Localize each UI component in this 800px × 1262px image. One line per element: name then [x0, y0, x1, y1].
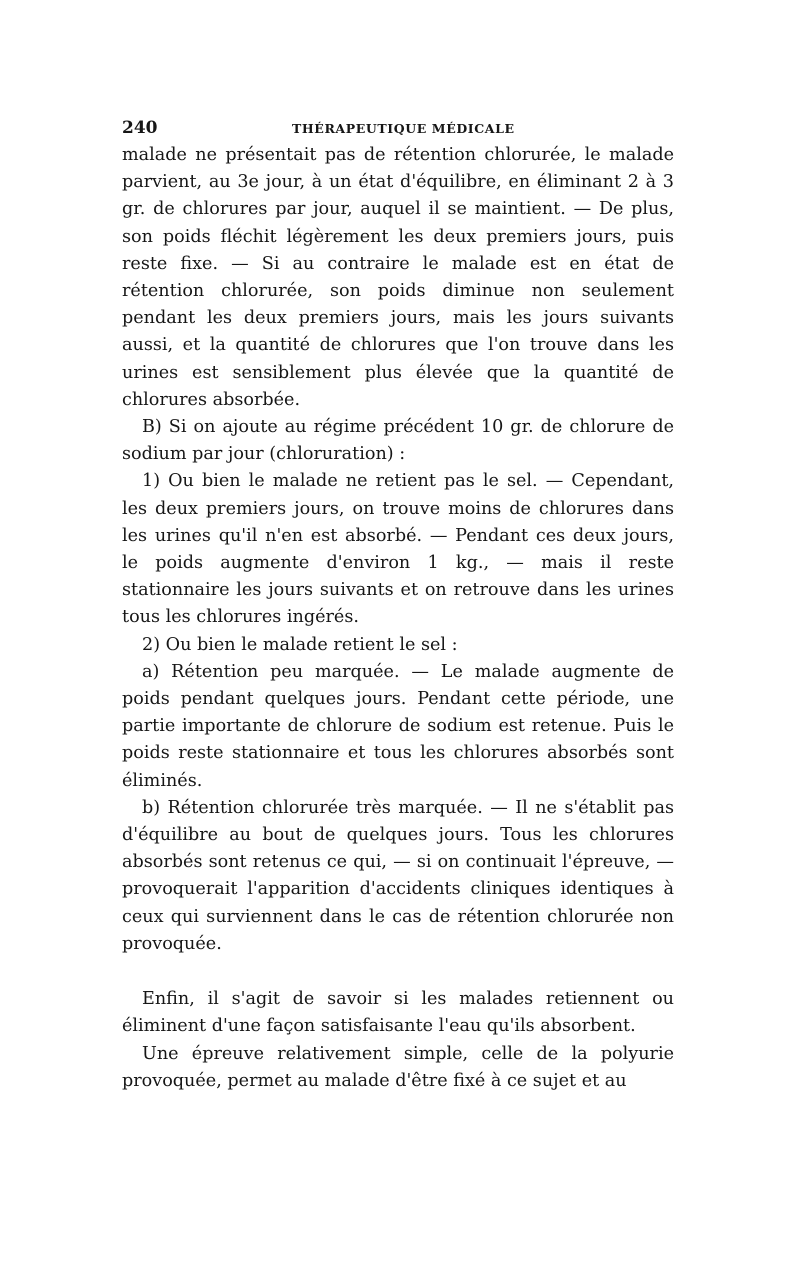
paragraph-3: 1) Ou bien le malade ne retient pas le sel. — Cependant, les deux premiers jours, on trouve moins de chlorures dans les urines qu'il n'en est absorbé. — Pendant ces deux jours, le poids augmente d'environ 1 kg., — mais il reste stationnaire les jours suivants et on retrouve dans les urines tous les chlorures ingérés.	[122, 471, 674, 628]
book-page	[122, 112, 674, 1095]
paragraph-2: B) Si on ajoute au régime précédent 10 gr. de chlorure de sodium par jour (chloruration) :	[122, 417, 674, 465]
page-header	[122, 112, 674, 142]
body-text	[122, 142, 674, 1095]
page-number: 240	[122, 118, 158, 138]
paragraph-4: 2) Ou bien le malade retient le sel :	[142, 634, 458, 655]
paragraph-7: Enfin, il s'agit de savoir si les malades retiennent ou éliminent d'une façon satisfaisante l'eau qu'ils absorbent.	[122, 989, 674, 1037]
paragraph-1: malade ne présentait pas de rétention chlorurée, le malade parvient, au 3e jour, à un état d'équilibre, en éliminant 2 à 3 gr. de chlorures par jour, auquel il se maintient. — De plus, son poids fléchit légèrement les deux premiers jours, puis reste fixe. — Si au contraire le malade est en état de rétention chlorurée, son poids diminue non seulement pendant les deux premiers jours, mais les jours suivants aussi, et la quantité de chlorures que l'on trouve dans les urines est sensiblement plus élevée que la quantité de chlorures absorbée.	[122, 145, 674, 410]
running-head: THÉRAPEUTIQUE MÉDICALE	[292, 121, 515, 136]
paragraph-5: a) Rétention peu marquée. — Le malade augmente de poids pendant quelques jours. Pendant cette période, une partie importante de chlorure de sodium est retenue. Puis le poids reste stationnaire et tous les chlorures absorbés sont éliminés.	[122, 661, 674, 791]
paragraph-6: b) Rétention chlorurée très marquée. — Il ne s'établit pas d'équilibre au bout de quelques jours. Tous les chlorures absorbés sont retenus ce qui, — si on continuait l'épreuve, — provoquerait l'apparition d'accidents cliniques identiques à ceux qui surviennent dans le cas de rétention chlorurée non provoquée.	[122, 797, 674, 954]
paragraph-8: Une épreuve relativement simple, celle de la polyurie provoquée, permet au malade d'être fixé à ce sujet et au	[122, 1043, 674, 1091]
